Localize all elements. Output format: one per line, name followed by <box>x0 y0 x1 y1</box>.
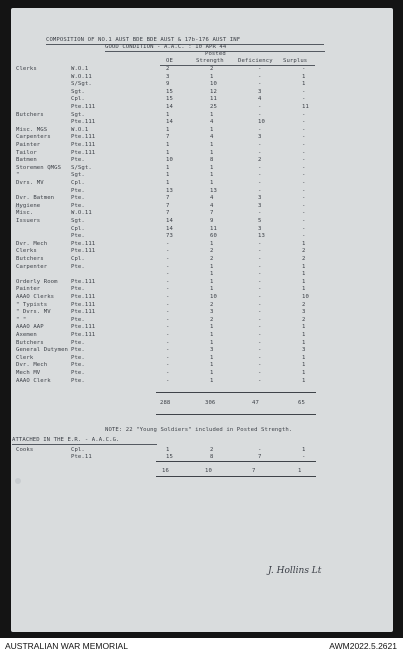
cell-rank: Cpl. <box>71 225 85 232</box>
cell-deficiency: - <box>258 164 262 171</box>
cell-trade: Butchers <box>16 111 44 118</box>
cell-oe: - <box>166 332 170 338</box>
cell-deficiency: 5 <box>258 218 262 224</box>
cell-deficiency: - <box>258 294 262 300</box>
cell-rank: Pte. <box>71 195 85 202</box>
document-sheet <box>11 8 393 632</box>
cell-surplus: - <box>302 202 306 209</box>
cell-posted: 11 <box>210 96 217 103</box>
cell-posted: 4 <box>210 134 214 141</box>
cell-trade: Painter <box>16 286 41 293</box>
cell-deficiency: - <box>258 278 262 285</box>
cell-posted: 11 <box>210 225 217 232</box>
cell-deficiency: - <box>258 271 262 278</box>
cell-surplus: 1 <box>302 271 306 278</box>
cell-posted: 1 <box>210 111 214 118</box>
cell-surplus: 11 <box>302 104 309 110</box>
cell-deficiency: - <box>258 180 262 186</box>
cell-surplus: - <box>302 119 306 126</box>
cell-oe: 1 <box>166 126 170 133</box>
cell-surplus: 1 <box>302 73 306 80</box>
cell-trade: Dvr. Mech <box>16 362 48 369</box>
attached-total-oe: 16 <box>162 468 169 474</box>
cell-surplus: 1 <box>302 278 306 285</box>
cell-oe: 7 <box>166 195 170 202</box>
cell-trade: Carpenters <box>16 134 51 141</box>
cell-deficiency: - <box>258 149 262 156</box>
cell-oe: - <box>166 370 170 376</box>
cell-deficiency: - <box>258 362 262 369</box>
cell-trade: Clerks <box>16 66 37 72</box>
cell-surplus: - <box>302 142 306 148</box>
cell-deficiency: - <box>258 172 262 179</box>
cell-trade: " " <box>16 316 27 323</box>
cell-oe: 2 <box>166 66 170 72</box>
cell-posted: 1 <box>210 142 214 148</box>
cell-posted: 1 <box>210 377 214 384</box>
cell-rank: Sgt. <box>71 218 85 224</box>
cell-trade: Orderly Room <box>16 278 58 285</box>
cell-oe: 73 <box>166 233 173 240</box>
cell-posted: 4 <box>210 202 214 209</box>
cell-oe: - <box>166 248 170 255</box>
cell-posted: 3 <box>210 347 214 354</box>
cell-posted: 1 <box>210 271 214 278</box>
cell-surplus: - <box>302 225 306 232</box>
cell-oe: - <box>166 362 170 369</box>
cell-rank: Sgt. <box>71 111 85 118</box>
col-header-oe: OE <box>166 58 173 64</box>
cell-posted: 2 <box>210 66 214 72</box>
cell-rank: Pte. <box>71 286 85 293</box>
cell-trade: Misc. MGS <box>16 126 48 133</box>
cell-deficiency: - <box>258 447 262 453</box>
cell-rank: Pte. <box>71 263 85 270</box>
cell-rank: Pte.111 <box>71 119 96 126</box>
cell-rank: Pte.11 <box>71 454 92 460</box>
cell-rank: Cpl. <box>71 96 85 103</box>
cell-surplus: 1 <box>302 81 306 88</box>
cell-oe: 9 <box>166 81 170 88</box>
cell-oe: - <box>166 309 170 316</box>
cell-rank: Pte. <box>71 202 85 209</box>
cell-surplus: 1 <box>302 339 306 346</box>
cell-oe: 1 <box>166 142 170 148</box>
cell-trade: Issuers <box>16 218 41 224</box>
cell-posted: 1 <box>210 370 214 376</box>
cell-oe: 7 <box>166 210 170 217</box>
cell-posted: 4 <box>210 195 214 202</box>
cell-rank: Pte.111 <box>71 104 96 110</box>
footer-accession-number: AWM2022.5.2621 <box>329 641 397 651</box>
cell-posted: 7 <box>210 210 214 217</box>
cell-oe: 1 <box>166 172 170 179</box>
cell-surplus: 2 <box>302 316 306 323</box>
cell-rank: Pte.111 <box>71 248 96 255</box>
header-line-1: COMPOSITION OF NO.1 AUST BDE BDE AUST & 17b-176 AUST INF <box>46 37 241 43</box>
cell-trade: Carpenter <box>16 263 48 270</box>
totals-rule-top <box>156 392 316 393</box>
cell-deficiency: 3 <box>258 88 262 95</box>
cell-rank: Cpl. <box>71 447 85 453</box>
cell-surplus: - <box>302 96 306 103</box>
attached-title-underline <box>12 444 157 445</box>
cell-deficiency: - <box>258 66 262 72</box>
cell-posted: 1 <box>210 339 214 346</box>
cell-surplus: 10 <box>302 294 309 300</box>
cell-rank: Pte.111 <box>71 332 96 338</box>
cell-surplus: - <box>302 66 306 72</box>
cell-oe: - <box>166 263 170 270</box>
cell-oe: 15 <box>166 88 173 95</box>
cell-oe: 14 <box>166 218 173 224</box>
cell-oe: 1 <box>166 447 170 453</box>
cell-rank: Sgt. <box>71 88 85 95</box>
cell-trade: Hygiene <box>16 202 41 209</box>
cell-surplus: 1 <box>302 354 306 361</box>
cell-oe: 1 <box>166 180 170 186</box>
cell-deficiency: - <box>258 81 262 88</box>
cell-rank: Pte. <box>71 339 85 346</box>
cell-trade: Batmen <box>16 157 37 164</box>
cell-deficiency: - <box>258 248 262 255</box>
total-posted: 306 <box>205 400 216 406</box>
cell-trade: Dvrs. MV <box>16 180 44 186</box>
cell-rank: Pte. <box>71 370 85 376</box>
cell-posted: 2 <box>210 447 214 453</box>
cell-rank: Pte.111 <box>71 278 96 285</box>
cell-trade: Mech MV <box>16 370 41 376</box>
cell-rank: Pte. <box>71 347 85 354</box>
cell-surplus: - <box>302 180 306 186</box>
cell-oe: 7 <box>166 134 170 141</box>
cell-posted: 2 <box>210 248 214 255</box>
cell-oe: - <box>166 240 170 247</box>
cell-posted: 8 <box>210 454 214 460</box>
cell-deficiency: - <box>258 347 262 354</box>
cell-posted: 2 <box>210 256 214 262</box>
cell-rank: S/Sgt. <box>71 164 92 171</box>
cell-posted: 13 <box>210 187 217 194</box>
cell-deficiency: - <box>258 309 262 316</box>
cell-deficiency: - <box>258 256 262 262</box>
cell-posted: 1 <box>210 180 214 186</box>
cell-deficiency: - <box>258 240 262 247</box>
cell-deficiency: - <box>258 332 262 338</box>
cell-trade: Misc. <box>16 210 34 217</box>
cell-rank: Cpl. <box>71 180 85 186</box>
cell-surplus: - <box>302 126 306 133</box>
cell-surplus: 2 <box>302 301 306 308</box>
cell-deficiency: - <box>258 263 262 270</box>
cell-surplus: 1 <box>302 286 306 293</box>
cell-trade: Clerks <box>16 248 37 255</box>
cell-deficiency: - <box>258 354 262 361</box>
cell-surplus: - <box>302 187 306 194</box>
cell-surplus: 2 <box>302 256 306 262</box>
cell-deficiency: 7 <box>258 454 262 460</box>
cell-rank: Pte.111 <box>71 149 96 156</box>
cell-surplus: 3 <box>302 347 306 354</box>
cell-rank: W.O.11 <box>71 73 92 80</box>
cell-rank: W.O.1 <box>71 126 89 133</box>
cell-posted: 4 <box>210 119 214 126</box>
cell-surplus: - <box>302 111 306 118</box>
cell-deficiency: - <box>258 316 262 323</box>
cell-posted: 1 <box>210 354 214 361</box>
cell-rank: Pte.111 <box>71 142 96 148</box>
cell-deficiency: 3 <box>258 225 262 232</box>
cell-oe: - <box>166 324 170 331</box>
cell-surplus: 2 <box>302 248 306 255</box>
cell-oe: 1 <box>166 164 170 171</box>
archive-footer <box>0 638 403 653</box>
cell-oe: - <box>166 294 170 300</box>
cell-posted: 2 <box>210 316 214 323</box>
cell-oe: 7 <box>166 202 170 209</box>
totals-rule-bottom <box>156 414 316 415</box>
cell-surplus: 3 <box>302 309 306 316</box>
cell-surplus: 1 <box>302 447 306 453</box>
cell-surplus: 1 <box>302 324 306 331</box>
cell-surplus: 1 <box>302 240 306 247</box>
cell-rank: W.O.11 <box>71 210 92 217</box>
cell-surplus: - <box>302 164 306 171</box>
cell-deficiency: - <box>258 73 262 80</box>
cell-posted: 12 <box>210 88 217 95</box>
col-header-deficiency: Deficiency <box>238 58 273 64</box>
cell-posted: 10 <box>210 294 217 300</box>
cell-surplus: - <box>302 172 306 179</box>
cell-deficiency: - <box>258 126 262 133</box>
cell-trade: AAAO Clerk <box>16 377 51 384</box>
cell-deficiency: 3 <box>258 202 262 209</box>
cell-trade: Dvr. Batmen <box>16 195 55 202</box>
cell-oe: - <box>166 347 170 354</box>
cell-surplus: - <box>302 210 306 217</box>
cell-rank: Pte.111 <box>71 240 96 247</box>
cell-deficiency: - <box>258 142 262 148</box>
cell-surplus: 1 <box>302 362 306 369</box>
col-header-strength: Strength <box>196 58 224 64</box>
column-header-underline <box>160 65 315 66</box>
note: NOTE: 22 "Young Soldiers" included in Posted Strength. <box>105 427 293 433</box>
cell-deficiency: 2 <box>258 157 262 164</box>
cell-oe: - <box>166 301 170 308</box>
cell-posted: 8 <box>210 157 214 164</box>
cell-trade: Tailor <box>16 149 37 156</box>
cell-deficiency: 10 <box>258 119 265 126</box>
header-line-2: GOOD CONDITION - A.A.C. : 10 APR 44 <box>105 44 227 50</box>
attached-total-surplus: 1 <box>298 468 302 474</box>
cell-deficiency: 3 <box>258 134 262 141</box>
cell-deficiency: - <box>258 104 262 110</box>
cell-oe: - <box>166 286 170 293</box>
cell-deficiency: - <box>258 286 262 293</box>
cell-rank: Sgt. <box>71 172 85 179</box>
cell-rank: Pte.111 <box>71 301 96 308</box>
cell-rank: Pte. <box>71 233 85 240</box>
cell-rank: Pte. <box>71 377 85 384</box>
cell-deficiency: - <box>258 339 262 346</box>
total-oe: 288 <box>160 400 171 406</box>
signature: J. Hollins Lt <box>268 566 322 576</box>
cell-oe: 13 <box>166 187 173 194</box>
cell-oe: - <box>166 354 170 361</box>
cell-deficiency: - <box>258 324 262 331</box>
footer-institution: AUSTRALIAN WAR MEMORIAL <box>5 641 128 651</box>
cell-rank: Pte.111 <box>71 309 96 316</box>
cell-surplus: 1 <box>302 377 306 384</box>
cell-oe: - <box>166 339 170 346</box>
cell-rank: S/Sgt. <box>71 81 92 88</box>
cell-surplus: 1 <box>302 332 306 338</box>
cell-oe: 14 <box>166 225 173 232</box>
total-surplus: 65 <box>298 400 305 406</box>
cell-rank: Pte.111 <box>71 324 96 331</box>
cell-deficiency: 13 <box>258 233 265 240</box>
cell-surplus: - <box>302 134 306 141</box>
cell-trade: Storemen QMGS <box>16 164 62 171</box>
cell-oe: 14 <box>166 104 173 110</box>
cell-oe: - <box>166 271 170 278</box>
cell-rank: Pte.111 <box>71 134 96 141</box>
cell-posted: 10 <box>210 81 217 88</box>
cell-oe: 15 <box>166 96 173 103</box>
cell-posted: 1 <box>210 263 214 270</box>
cell-trade: Dvr. Mech <box>16 240 48 247</box>
cell-posted: 1 <box>210 362 214 369</box>
cell-oe: 10 <box>166 157 173 164</box>
cell-posted: 60 <box>210 233 217 240</box>
cell-surplus: - <box>302 195 306 202</box>
cell-posted: 1 <box>210 286 214 293</box>
cell-deficiency: - <box>258 111 262 118</box>
punch-hole <box>15 478 21 484</box>
cell-trade: " Dvrs. MV <box>16 309 51 316</box>
cell-posted: 1 <box>210 126 214 133</box>
cell-rank: Pte. <box>71 362 85 369</box>
cell-deficiency: - <box>258 210 262 217</box>
cell-rank: Pte. <box>71 316 85 323</box>
cell-posted: 1 <box>210 172 214 179</box>
cell-posted: 9 <box>210 218 214 224</box>
cell-trade: Butchers <box>16 339 44 346</box>
cell-deficiency: - <box>258 301 262 308</box>
cell-oe: - <box>166 278 170 285</box>
cell-rank: Pte.111 <box>71 294 96 300</box>
cell-trade: Butchers <box>16 256 44 262</box>
cell-oe: - <box>166 256 170 262</box>
cell-deficiency: - <box>258 370 262 376</box>
cell-posted: 1 <box>210 164 214 171</box>
cell-trade: AAAO Clerks <box>16 294 55 300</box>
cell-deficiency: - <box>258 187 262 194</box>
cell-oe: 14 <box>166 119 173 126</box>
cell-trade: Clerk <box>16 354 34 361</box>
cell-trade: " <box>16 172 20 179</box>
cell-surplus: 1 <box>302 370 306 376</box>
total-deficiency: 47 <box>252 400 259 406</box>
attached-total-posted: 10 <box>205 468 212 474</box>
attached-rule-top <box>156 461 316 462</box>
cell-posted: 2 <box>210 301 214 308</box>
cell-oe: - <box>166 316 170 323</box>
cell-trade: General Dutymen <box>16 347 69 354</box>
cell-rank: Pte. <box>71 157 85 164</box>
attached-title: ATTACHED IN THE E.R. - A.A.C.G. <box>12 437 120 443</box>
cell-posted: 1 <box>210 240 214 247</box>
cell-posted: 3 <box>210 309 214 316</box>
col-header-posted: Posted <box>205 51 226 57</box>
cell-rank: Pte. <box>71 354 85 361</box>
attached-rule-bottom <box>156 476 316 477</box>
cell-rank: W.O.1 <box>71 66 89 72</box>
cell-surplus: - <box>302 454 306 460</box>
cell-deficiency: - <box>258 377 262 384</box>
cell-posted: 1 <box>210 324 214 331</box>
cell-surplus: 1 <box>302 263 306 270</box>
cell-oe: 1 <box>166 111 170 118</box>
cell-deficiency: 4 <box>258 96 262 103</box>
cell-oe: 15 <box>166 454 173 460</box>
cell-posted: 1 <box>210 332 214 338</box>
cell-posted: 1 <box>210 73 214 80</box>
cell-rank: Pte. <box>71 187 85 194</box>
col-header-surplus: Surplus <box>283 58 308 64</box>
cell-posted: 1 <box>210 149 214 156</box>
attached-total-deficiency: 7 <box>252 468 256 474</box>
cell-posted: 25 <box>210 104 217 110</box>
cell-deficiency: 3 <box>258 195 262 202</box>
cell-surplus: - <box>302 233 306 240</box>
cell-rank: Cpl. <box>71 256 85 262</box>
cell-trade: AAAO AAP <box>16 324 44 331</box>
cell-oe: 3 <box>166 73 170 80</box>
cell-surplus: - <box>302 218 306 224</box>
cell-trade: Cooks <box>16 447 34 453</box>
cell-posted: 1 <box>210 278 214 285</box>
cell-trade: Painter <box>16 142 41 148</box>
cell-surplus: - <box>302 149 306 156</box>
cell-oe: 1 <box>166 149 170 156</box>
cell-surplus: - <box>302 157 306 164</box>
cell-trade: Axemen <box>16 332 37 338</box>
cell-oe: - <box>166 377 170 384</box>
cell-trade: " Typists <box>16 301 48 308</box>
cell-surplus: - <box>302 88 306 95</box>
